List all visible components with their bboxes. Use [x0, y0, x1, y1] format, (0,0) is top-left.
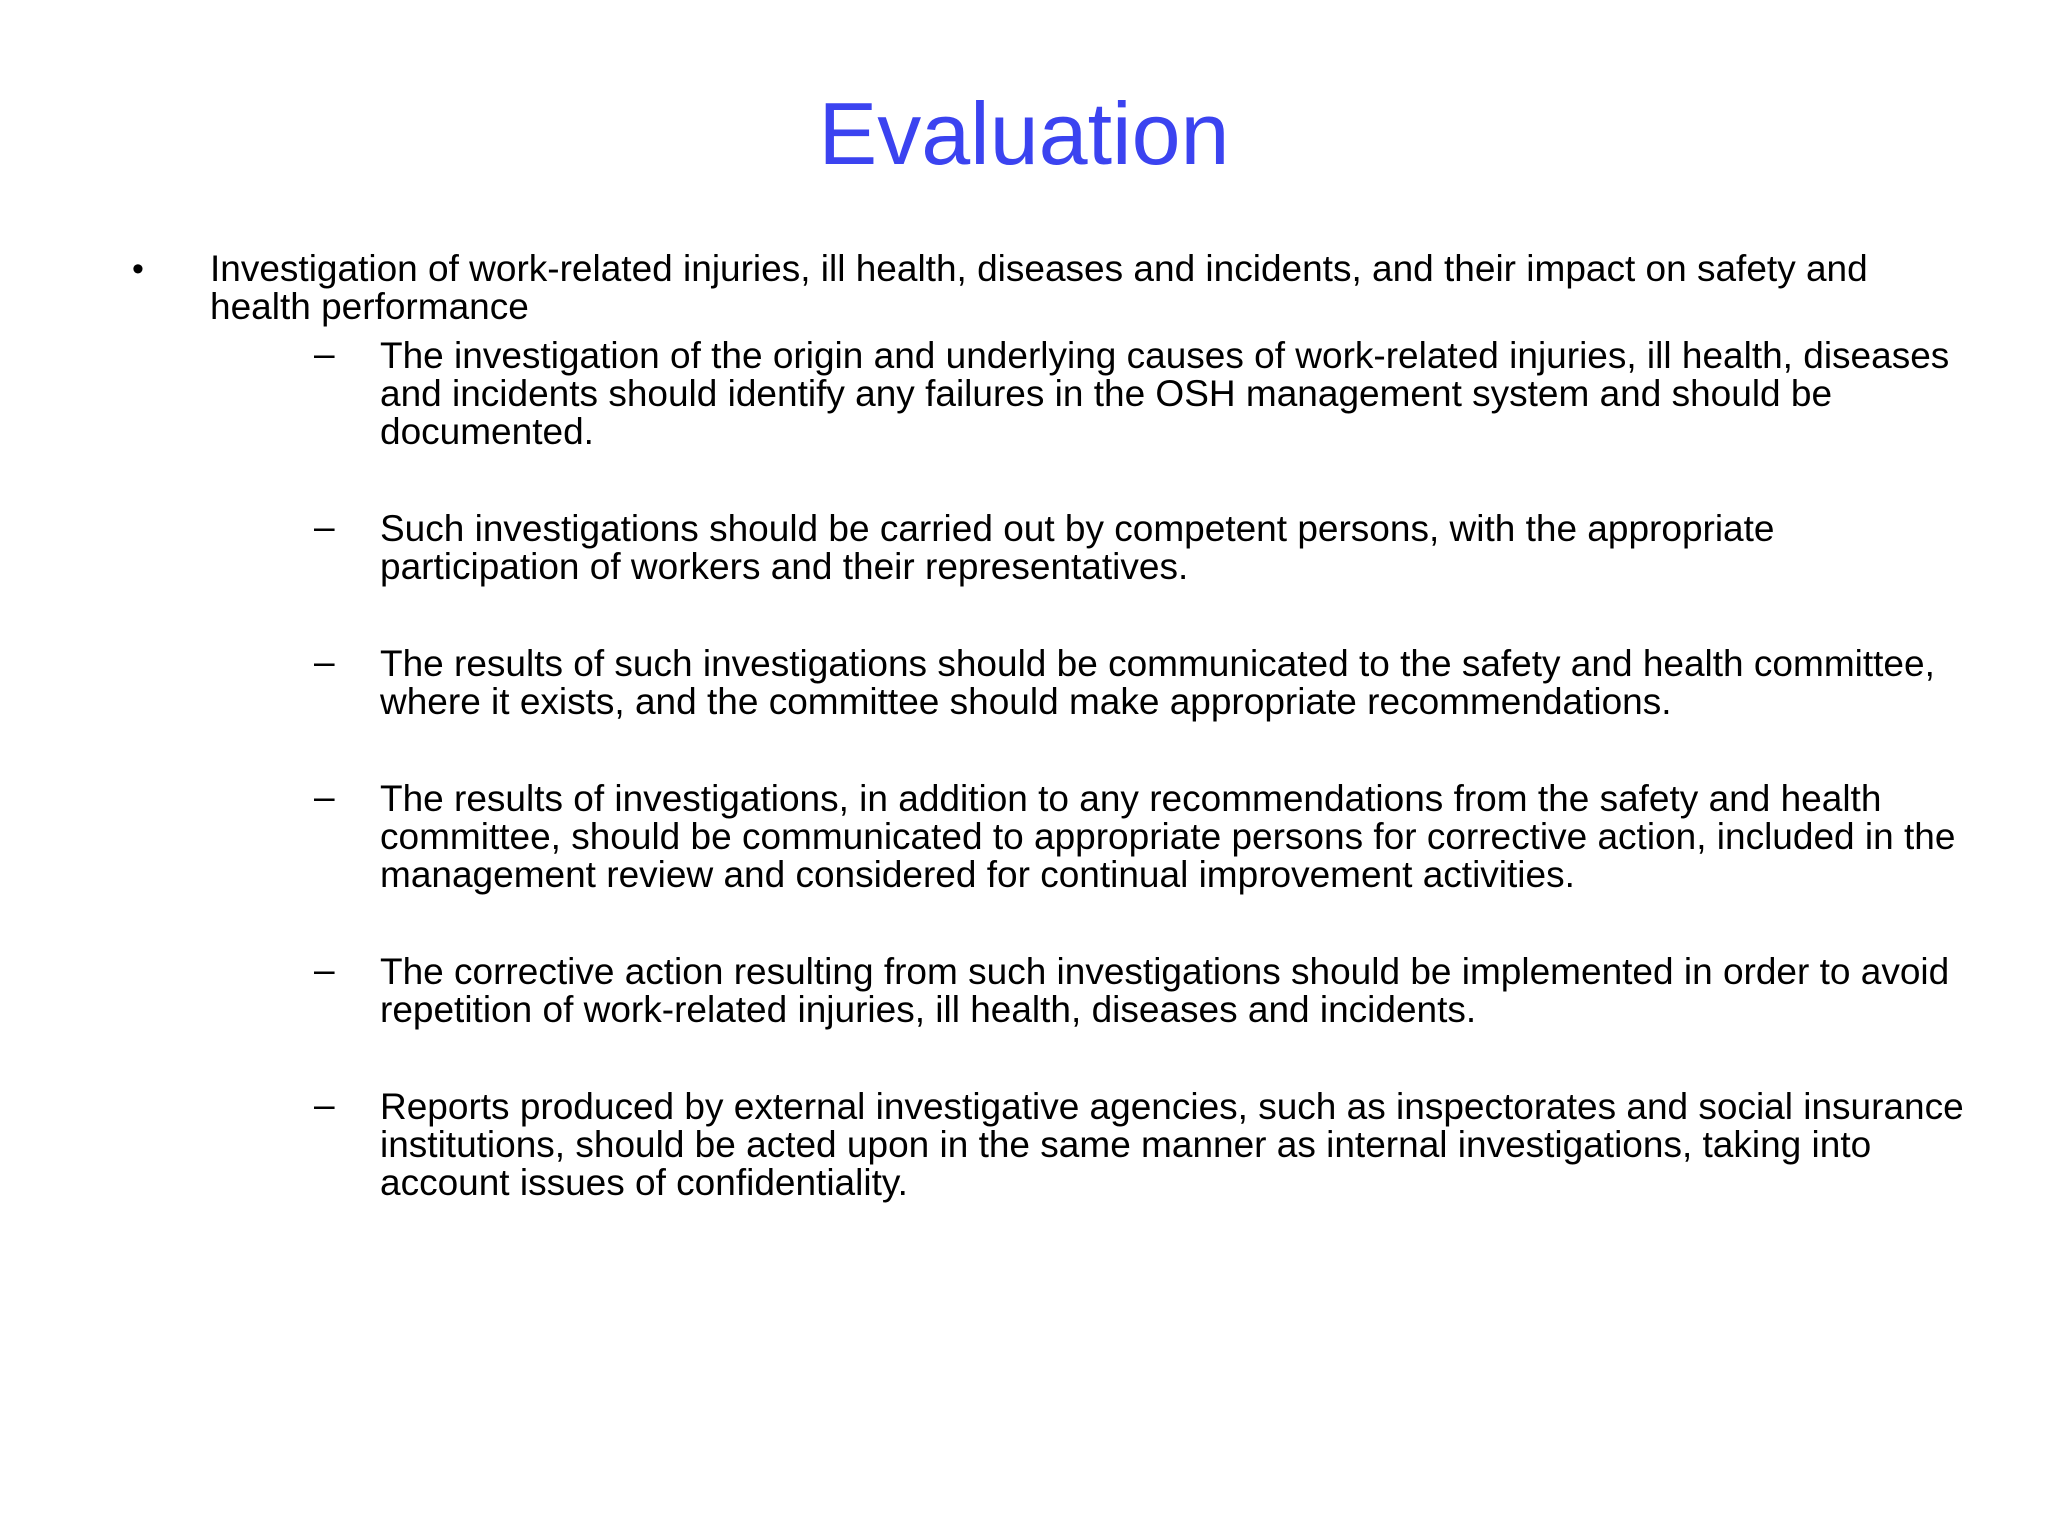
dash-marker: – — [314, 333, 335, 374]
sub-bullet-text: The results of such investigations should be communicated to the safety and health committee, where it exists, and the committee should make appropriate recommendations. — [380, 643, 1935, 722]
main-bullet-item — [130, 250, 1970, 1202]
sub-bullet-item — [210, 641, 1970, 722]
dash-marker: – — [314, 949, 335, 990]
sub-bullet-text: The corrective action resulting from such investigations should be implemented in order to avoid repetition of work-related injuries, ill health, diseases and incidents. — [380, 951, 1950, 1030]
sub-bullet-item — [210, 776, 1970, 895]
sub-bullet-text: The results of investigations, in addition to any recommendations from the safety and health committee, should be communicated to appropriate persons for corrective action, included in the management review and considered for continual improvement activities. — [380, 778, 1956, 895]
sub-bullet-text: Such investigations should be carried out by competent persons, with the appropriate participation of workers and their representatives. — [380, 508, 1775, 587]
sub-bullet-item — [210, 949, 1970, 1030]
dash-marker: – — [314, 506, 335, 547]
dash-marker: – — [314, 1084, 335, 1125]
bullet-marker: • — [132, 250, 144, 288]
sub-bullet-item — [210, 506, 1970, 587]
sub-bullet-item — [210, 1084, 1970, 1203]
sub-bullet-list — [210, 333, 1970, 1203]
dash-marker: – — [314, 641, 335, 682]
sub-bullet-text: Reports produced by external investigative agencies, such as inspectorates and social insurance institutions, should be acted upon in the same manner as internal investigations, taking into account issues of confidentiality. — [380, 1086, 1964, 1203]
slide-title: Evaluation — [818, 84, 1230, 183]
bullet-list — [130, 250, 1970, 1202]
sub-bullet-item — [210, 333, 1970, 452]
main-bullet-text: Investigation of work-related injuries, ill health, diseases and incidents, and their impact on safety and health performance — [210, 248, 1868, 327]
sub-bullet-text: The investigation of the origin and underlying causes of work-related injuries, ill health, diseases and incidents should identify any failures in the OSH management system and should be documented. — [380, 335, 1950, 452]
dash-marker: – — [314, 776, 335, 817]
